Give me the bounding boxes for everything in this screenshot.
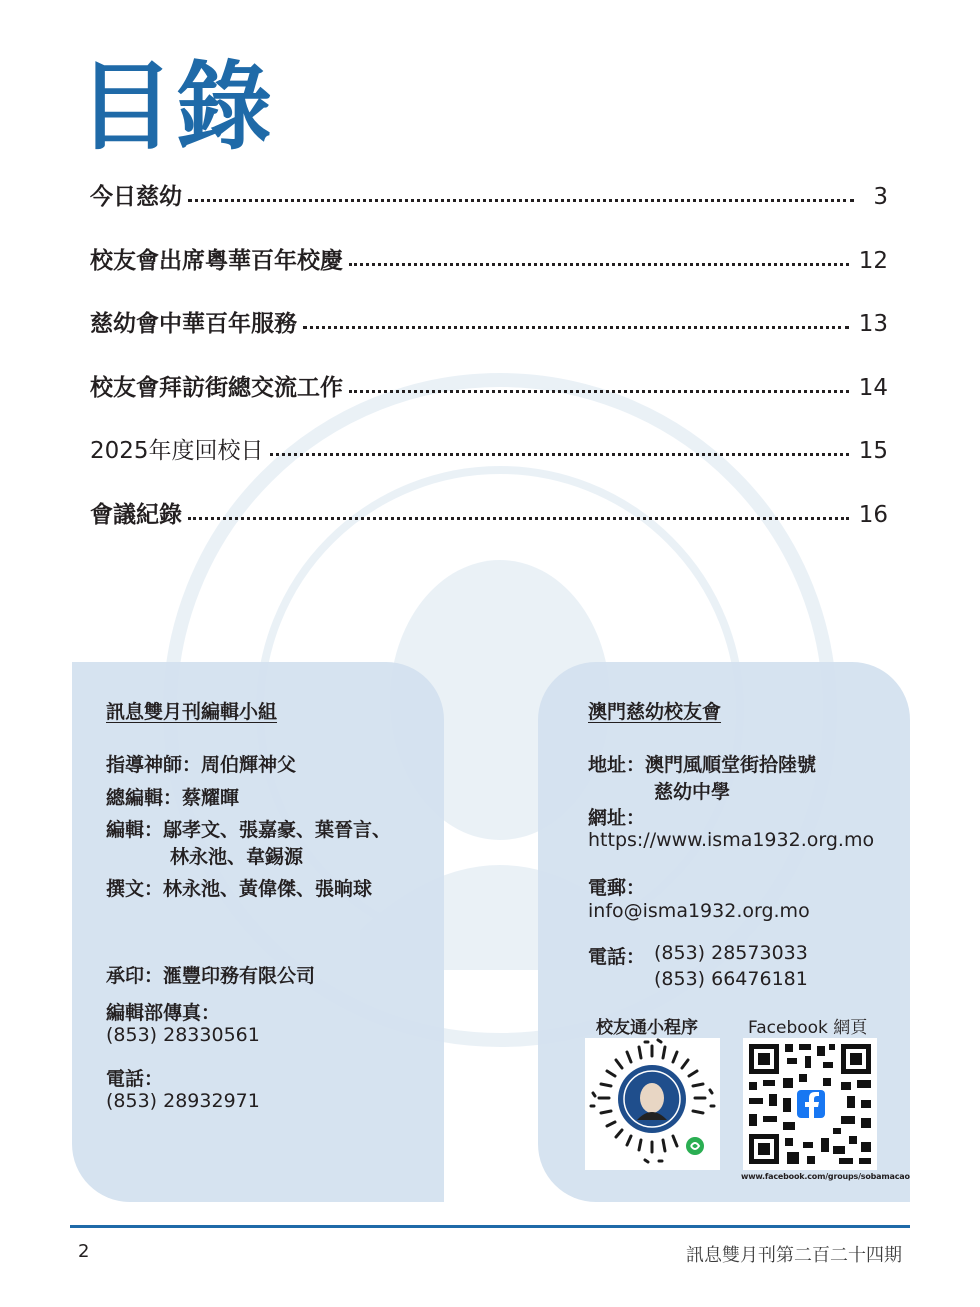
website-link[interactable]: https://www.isma1932.org.mo	[588, 829, 875, 851]
facebook-qr-label: Facebook 網頁	[748, 1018, 868, 1038]
editors-line-continued: 林永池、韋錫源	[170, 846, 304, 868]
advisor-line: 指導神師：周伯輝神父	[106, 754, 297, 776]
email-label: 電郵：	[588, 877, 646, 899]
toc-entry-label: 會議紀錄	[90, 500, 182, 528]
footer-rule	[70, 1225, 910, 1228]
mini-program-code-icon	[585, 1038, 720, 1170]
email-link[interactable]: info@isma1932.org.mo	[588, 900, 810, 922]
editorial-team-heading: 訊息雙月刊編輯小組	[106, 701, 278, 723]
toc-dot-leader	[188, 511, 849, 520]
editorial-team-panel	[72, 662, 444, 1202]
toc-entry[interactable]	[90, 496, 888, 560]
fax-label: 編輯部傳真：	[106, 1002, 221, 1024]
mini-program-qr-label: 校友通小程序	[596, 1018, 698, 1038]
editorial-phone-label: 電話：	[106, 1068, 164, 1090]
writers-line: 撰文：林永池、黃偉傑、張晌球	[106, 878, 373, 900]
toc-entry-label: 今日慈幼	[90, 183, 182, 210]
qr-code-icon	[743, 1038, 877, 1170]
table-of-contents	[90, 178, 888, 559]
address-line-continued: 慈幼中學	[654, 781, 731, 803]
toc-entry[interactable]	[90, 242, 888, 306]
association-heading: 澳門慈幼校友會	[588, 701, 722, 723]
toc-dot-leader	[303, 320, 849, 329]
printer-line: 承印：滙豐印務有限公司	[106, 965, 316, 987]
fax-number: (853) 28330561	[106, 1024, 260, 1046]
toc-entry[interactable]	[90, 178, 888, 242]
toc-entry-page: 16	[858, 501, 888, 528]
toc-entry[interactable]	[90, 432, 888, 496]
association-phone-1: (853) 28573033	[654, 942, 808, 964]
toc-entry-page: 3	[873, 184, 888, 210]
association-phone-label: 電話：	[588, 946, 646, 968]
chief-editor-line: 總編輯：蔡耀暉	[106, 787, 240, 809]
toc-dot-leader	[188, 193, 854, 202]
toc-entry-label: 校友會拜訪街總交流工作	[90, 373, 343, 401]
toc-dot-leader	[349, 257, 849, 266]
association-phone-2: (853) 66476181	[654, 968, 808, 990]
editors-line: 編輯：鄔孝文、張嘉豪、葉晉言、	[106, 819, 392, 841]
publication-title: 訊息雙月刊第二百二十四期	[686, 1245, 902, 1266]
website-label: 網址：	[588, 807, 646, 829]
editorial-phone-number: (853) 28932971	[106, 1090, 260, 1112]
address-line: 地址：澳門風順堂街拾陸號	[588, 754, 817, 776]
toc-entry-label: 2025年度回校日	[90, 438, 264, 464]
toc-entry[interactable]	[90, 369, 888, 433]
toc-entry[interactable]	[90, 305, 888, 369]
toc-dot-leader	[270, 447, 849, 456]
facebook-qr-code[interactable]	[743, 1038, 877, 1170]
mini-program-qr-code[interactable]	[585, 1038, 720, 1170]
page-title: 目錄	[78, 50, 274, 163]
toc-dot-leader	[349, 384, 849, 393]
toc-entry-label: 校友會出席粵華百年校慶	[90, 246, 343, 274]
toc-entry-label: 慈幼會中華百年服務	[90, 310, 297, 337]
toc-entry-page: 13	[858, 311, 888, 337]
page-number: 2	[78, 1241, 90, 1262]
toc-entry-page: 12	[858, 247, 888, 274]
toc-entry-page: 15	[858, 438, 888, 464]
facebook-group-url[interactable]: www.facebook.com/groups/sobamacao	[741, 1172, 910, 1181]
toc-entry-page: 14	[858, 374, 888, 401]
